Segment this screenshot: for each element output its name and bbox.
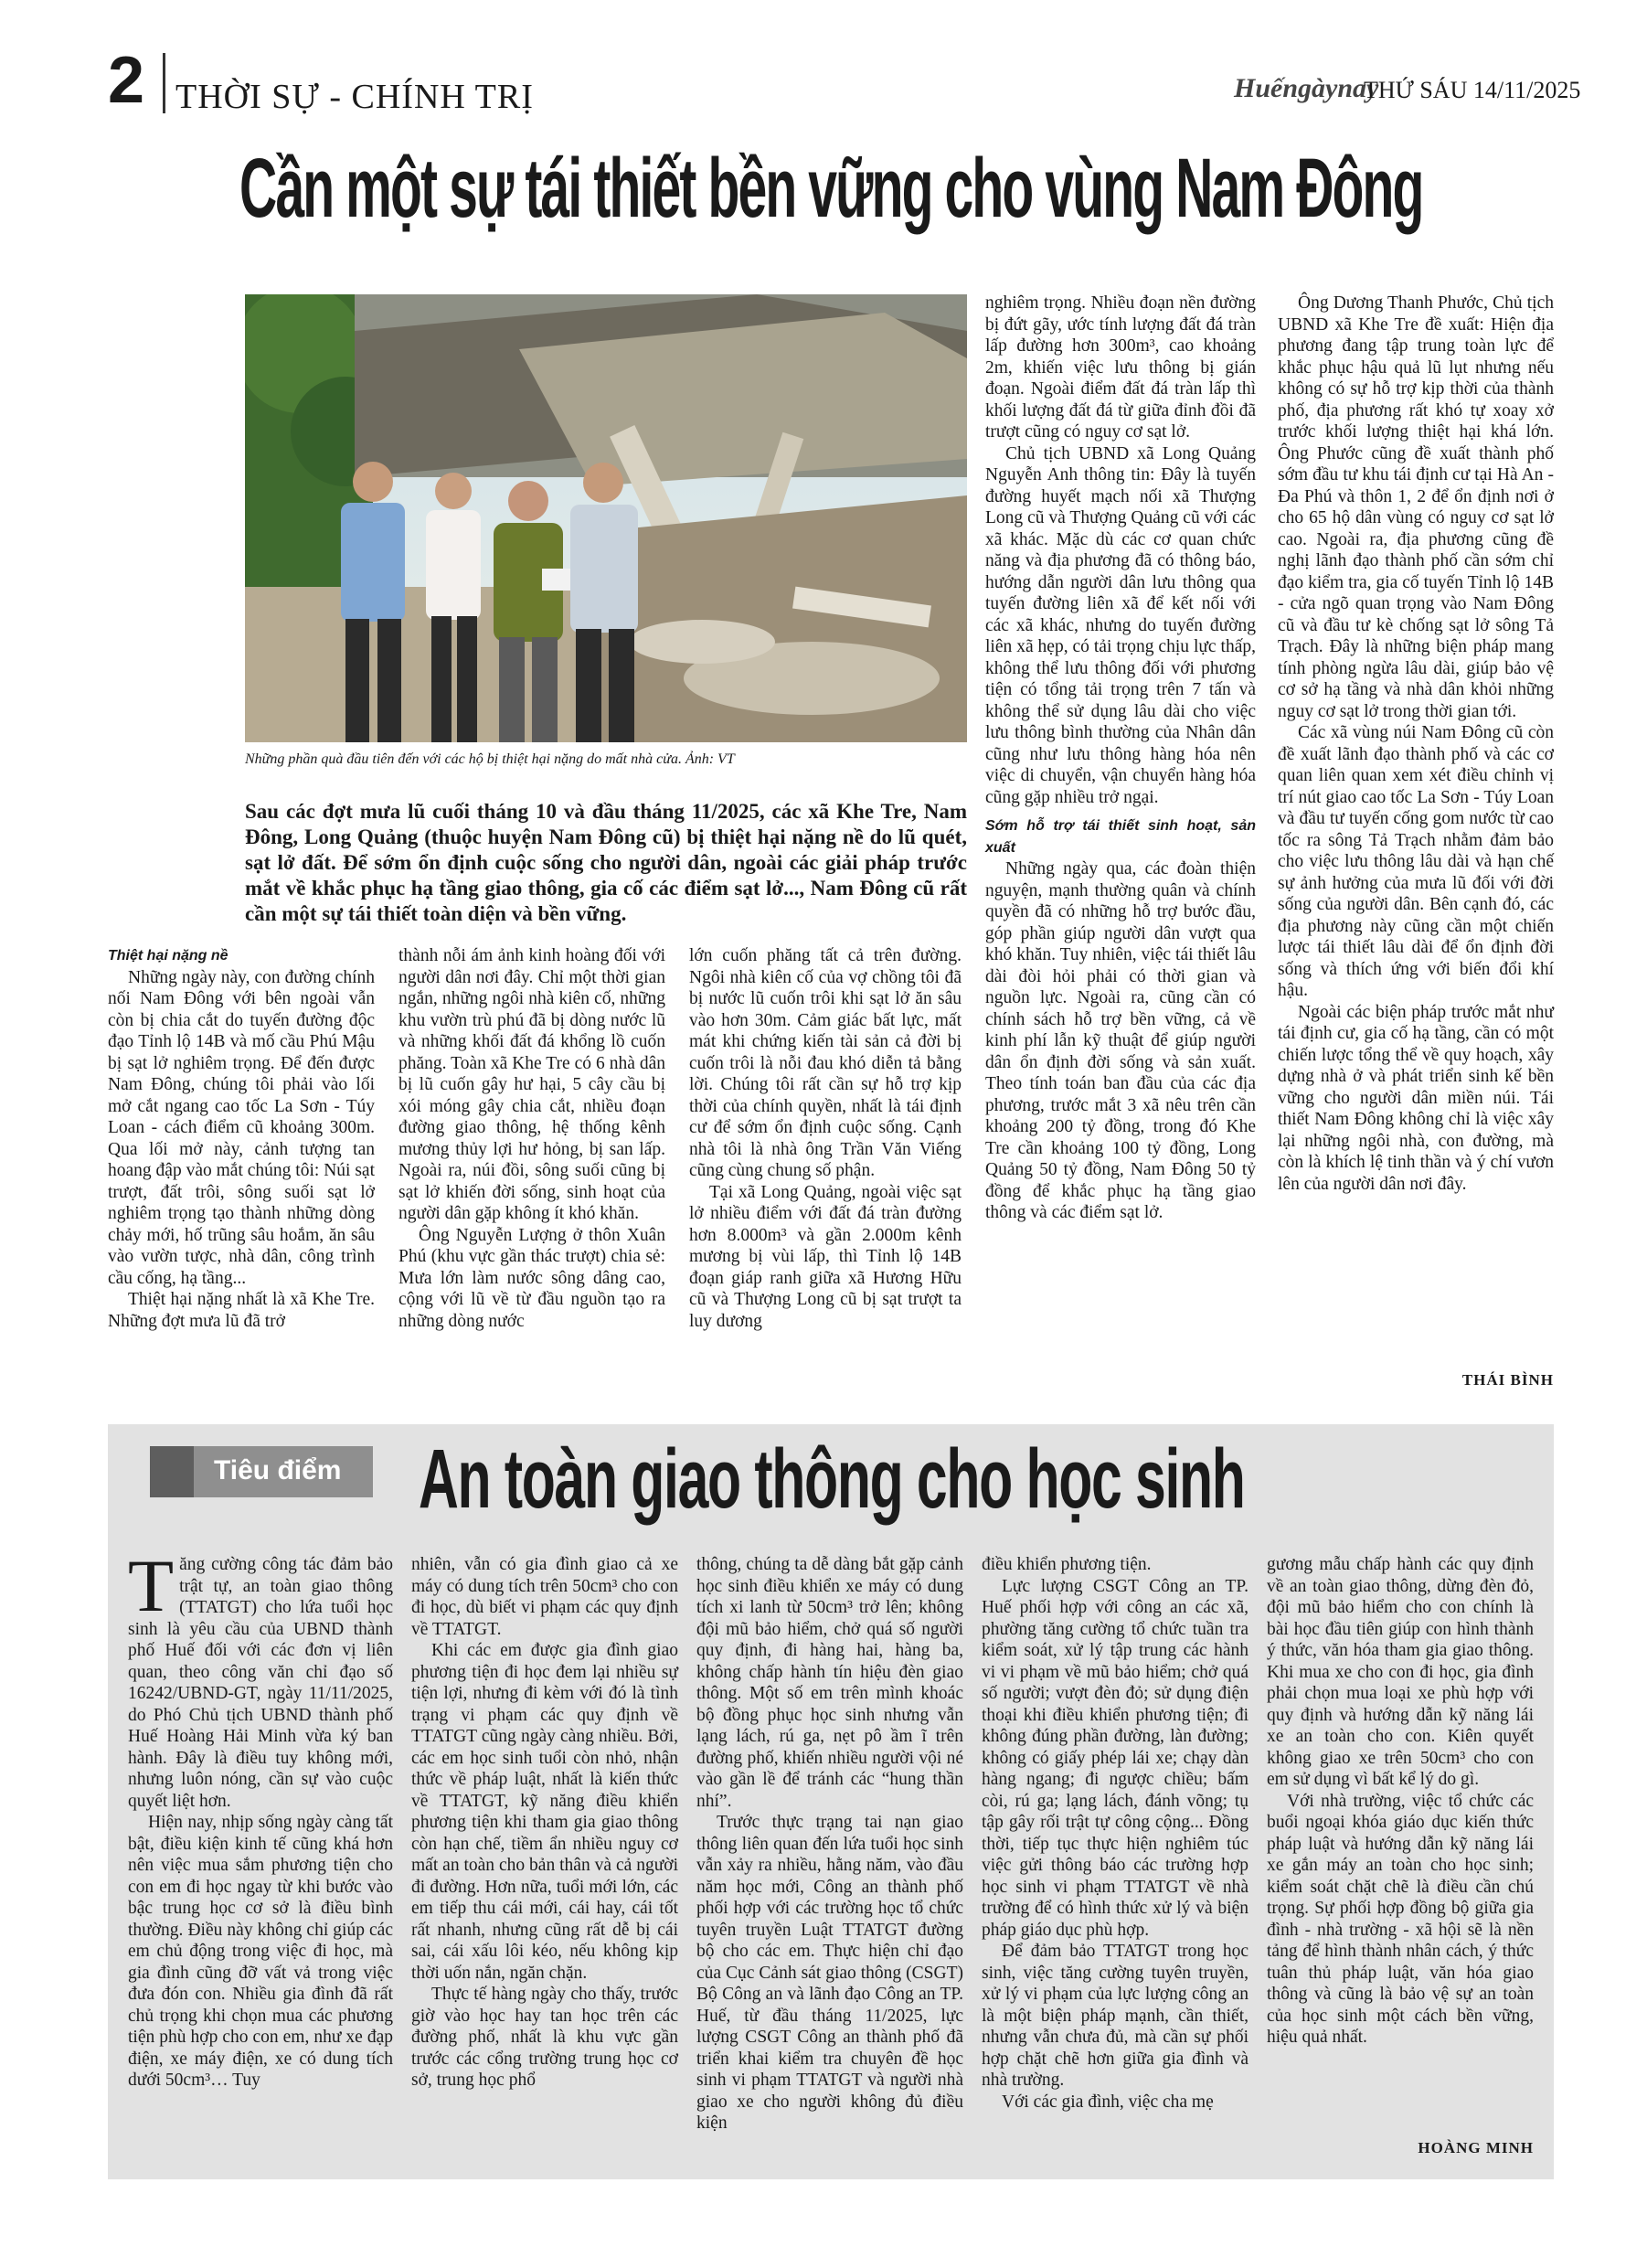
photo-caption: Những phần quà đầu tiên đến với các hộ bị thiệt hại nặng do mất nhà cửa. Ảnh: VT bbox=[245, 751, 735, 767]
paragraph: thành nỗi ám ảnh kinh hoàng đối với người dân nơi đây. Chỉ một thời gian ngắn, những ngôi nhà kiên cố, những khu vườn trù phú đã bị dòng nước lũ và những khối đất đá khổng lồ cuốn phăng. Toàn xã Khe Tre có 6 nhà dân bị lũ cuốn gây hư hại, 5 cây cầu bị xói móng gây chia cắt, nhiều đoạn đường giao thông, hệ thống kênh mương thủy lợi hư hỏng, bị san lấp. Ngoài ra, núi đồi, sông suối cũng bị sạt lở khiến đời sống, sinh hoạt của người dân gặp không ít khó khăn. bbox=[398, 946, 665, 1223]
article2-headline: An toàn giao thông cho học sinh bbox=[419, 1432, 1245, 1526]
article1-column-3 bbox=[689, 945, 962, 1332]
paragraph: Những ngày này, con đường chính nối Nam Đông với bên ngoài vẫn còn bị chia cắt do tuyến đường độc đạo Tỉnh lộ 14B và mố cầu Phú Mậu bị sạt lở nghiêm trọng. Để đến được Nam Đông, chúng tôi phải vào lối mở cắt ngang cao tốc La Sơn - Túy Loan - cách điểm cũ khoảng 300m. Qua lối mở này, cảnh tượng tan hoang đập vào mắt chúng tôi: Núi sạt trượt, đất trôi, sông suối sạt lở nghiêm trọng tạo thành những dòng chảy mới, hố trũng sâu hoắm, ăn sâu vào vườn tược, nhà dân, công trình cầu cống, hạ tầng... bbox=[108, 967, 375, 1288]
paragraph: Tại xã Long Quảng, ngoài việc sạt lở nhiều điểm với đất đá tràn đường hơn 8.000m³ và gần 2.000m kênh mương bị vùi lấp, thì Tỉnh lộ 14B đoạn giáp ranh giữa xã Hương Hữu cũ và Thượng Long cũ bị sạt trượt ta luy dương bbox=[689, 1182, 962, 1331]
section-title: THỜI SỰ - CHÍNH TRỊ bbox=[175, 78, 534, 116]
article2-column-2 bbox=[411, 1554, 678, 2092]
page-number: 2 bbox=[108, 44, 145, 117]
focus-tag-label: Tiêu điểm bbox=[214, 1455, 342, 1485]
header-divider bbox=[163, 53, 165, 113]
paragraph: Khi các em được gia đình giao phương tiện đi học đem lại nhiều sự tiện lợi, nhưng đi kèm với đó là tình trạng vi phạm các quy định về TTATGT cũng ngày càng nhiều. Bởi, các em học sinh tuổi còn nhỏ, nhận thức về pháp luật, nhất là kiến thức về TTATGT, kỹ năng điều khiển phương tiện khi tham gia giao thông còn hạn chế, tiềm ẩn nhiều nguy cơ mất an toàn cho bản thân và cả người đi đường. Hơn nữa, tuổi mới lớn, các em tiếp thu cái mới, cái hay, cái tốt rất nhanh, nhưng cũng rất dễ bị cái sai, cái xấu lôi kéo, nếu không kịp thời uốn nắn, ngăn chặn. bbox=[411, 1641, 678, 1983]
paragraph: Để đảm bảo TTATGT trong học sinh, việc tăng cường tuyên truyền, xử lý vi phạm của lực lượng công an là một biện pháp mạnh, cần thiết, nhưng vẫn chưa đủ, mà cần sự phối hợp chặt chẽ hơn giữa gia đình và nhà trường. bbox=[982, 1942, 1249, 2090]
paragraph: gương mẫu chấp hành các quy định về an toàn giao thông, dừng đèn đỏ, đội mũ bảo hiểm cho con chính là bài học đầu tiên giúp con hình thành ý thức, văn hóa tham gia giao thông. Khi mua xe cho con đi học, gia đình phải chọn mua loại xe phù hợp với quy định và hướng dẫn kỹ năng lái xe an toàn cho con. Kiên quyết không giao xe trên 50cm³ cho con em sử dụng vì bất kể lý do gì. bbox=[1267, 1555, 1534, 1789]
article1-column-5 bbox=[1278, 293, 1554, 1195]
article2-column-4 bbox=[982, 1554, 1249, 2113]
paragraph: lớn cuốn phăng tất cả trên đường. Ngôi nhà kiên cố của vợ chồng tôi đã bị nước lũ cuốn trôi khi sạt lở ăn sâu vào hơn 30m. Cảm giác bất lực, mất mát khi chứng kiến tài sản cả đời bị cuốn trôi là nỗi đau khó diễn tả bằng lời. Chúng tôi rất cần sự hỗ trợ kịp thời của chính quyền, nhất là tái định cư để sớm ổn định cuộc sống. Cạnh nhà tôi là nhà ông Trần Văn Viếng cũng cùng chung số phận. bbox=[689, 946, 962, 1180]
paragraph: Trước thực trạng tai nạn giao thông liên quan đến lứa tuổi học sinh vẫn xảy ra nhiều, hằng năm, vào đầu năm học mới, Công an thành phố phối hợp với các trường học tổ chức tuyên truyền Luật TTATGT đường bộ cho các em. Thực hiện chỉ đạo của Cục Cảnh sát giao thông (CSGT) Bộ Công an và lãnh đạo Công an TP. Huế, từ đầu tháng 11/2025, lực lượng CSGT Công an thành phố đã triển khai kiểm tra chuyên đề học sinh vi phạm TTATGT và người nhà giao xe cho người không đủ điều kiện bbox=[696, 1813, 963, 2133]
article1-byline: THÁI BÌNH bbox=[1461, 1371, 1554, 1389]
paragraph: Thiệt hại nặng nhất là xã Khe Tre. Những đợt mưa lũ đã trở bbox=[108, 1290, 375, 1331]
paragraph: Tăng cường công tác đảm bảo trật tự, an toàn giao thông (TTATGT) cho lứa tuổi học sinh là yêu cầu của UBND thành phố Huế đối với các đơn vị liên quan, theo công văn chỉ đạo số 16242/UBND-GT, ngày 11/11/2025, do Phó Chủ tịch UBND thành phố Huế Hoàng Hải Minh vừa ký ban hành. Đây là điều tuy không mới, nhưng luôn nóng, cần sự vào cuộc quyết liệt hơn. bbox=[128, 1544, 393, 1811]
article1-headline: Cần một sự tái thiết bền vững cho vùng Nam Đông bbox=[239, 142, 1423, 235]
paragraph: nghiêm trọng. Nhiều đoạn nền đường bị đứt gãy, ước tính lượng đất đá tràn lấp đường hơn 300m³, cao khoảng 2m, khiến việc lưu thông bị gián đoạn. Ngoài điểm đất đá tràn lấp thì khối lượng đất đá từ giữa đỉnh đồi đã trượt cũng có nguy cơ sạt lở. bbox=[985, 293, 1256, 442]
drop-cap: T bbox=[128, 1544, 175, 1627]
paragraph: nhiên, vẫn có gia đình giao cả xe máy có dung tích trên 50cm³ cho con đi học, dù biết vi phạm các quy định về TTATGT. bbox=[411, 1555, 678, 1639]
paragraph: điều khiển phương tiện. bbox=[982, 1555, 1152, 1574]
paragraph: Thực tế hàng ngày cho thấy, trước giờ vào học hay tan học trên các đường phố, nhất là khu vực gần trước các cổng trường trung học cơ sở, trung học phổ bbox=[411, 1985, 678, 2090]
article1-column-4 bbox=[985, 293, 1256, 1224]
article2-column-1 bbox=[128, 1544, 393, 2092]
article2-column-3 bbox=[696, 1554, 963, 2135]
paragraph: Với các gia đình, việc cha mẹ bbox=[1002, 2092, 1214, 2112]
article1-photo bbox=[245, 294, 967, 742]
article2-column-5 bbox=[1267, 1554, 1534, 2049]
article1-lead: Sau các đợt mưa lũ cuối tháng 10 và đầu tháng 11/2025, các xã Khe Tre, Nam Đông, Long Quảng (thuộc huyện Nam Đông cũ) bị thiệt hại nặng nề do lũ quét, sạt lở đất. Để sớm ổn định cuộc sống cho người dân, ngoài các giải pháp trước mắt về khắc phục hạ tầng giao thông, gia cố các điểm sạt lở..., Nam Đông cũ rất cần một sự tái thiết toàn diện và bền vững. bbox=[245, 800, 967, 925]
flood-scene-illustration bbox=[245, 294, 967, 742]
paragraph: Các xã vùng núi Nam Đông cũ còn đề xuất lãnh đạo thành phố và các cơ quan liên quan xem xét điều chỉnh vị trí nút giao cao tốc La Sơn - Túy Loan và đầu tư tuyến cống gom nước từ cao tốc ra sông Tả Trạch nhằm đảm bảo cho việc lưu thông lâu dài và hạn chế sự ảnh hưởng của mưa lũ đối với đời sống của người dân. Bên cạnh đó, các địa phương này cũng cần một chiến lược tái thiết lâu dài để ổn định đời sống và thích ứng với biến đổi khí hậu. bbox=[1278, 723, 1554, 1000]
paragraph: Ông Nguyễn Lượng ở thôn Xuân Phú (khu vực gần thác trượt) chia sẻ: Mưa lớn làm nước sông dâng cao, cộng với lũ về từ đầu nguồn tạo ra những dòng nước bbox=[398, 1225, 665, 1331]
subhead-support: Sớm hỗ trợ tái thiết sinh hoạt, sản xuất bbox=[985, 818, 1256, 856]
paragraph: Với nhà trường, việc tổ chức các buổi ngoại khóa giáo dục kiến thức pháp luật và hướng dẫn kỹ năng lái xe gắn máy an toàn cho học sinh; kiểm soát chặt chẽ là điều cần chú trọng. Sự phối hợp đồng bộ giữa gia đình - nhà trường - xã hội sẽ là nền tảng để hình thành nhân cách, ý thức tuân thủ pháp luật, văn hóa giao thông và cũng là bảo vệ sự an toàn của học sinh một cách bền vững, hiệu quả nhất. bbox=[1267, 1791, 1534, 2047]
paragraph: Ông Dương Thanh Phước, Chủ tịch UBND xã Khe Tre đề xuất: Hiện địa phương đang tập trung toàn lực để khắc phục hậu quả lũ lụt nhưng nếu không có sự hỗ trợ kịp thời của thành phố, địa phương rất khó tự xoay xở trước khối lượng thiệt hại khá lớn. Ông Phước cũng đề xuất thành phố sớm đầu tư khu tái định cư tại Hà An - Đa Phú và thôn 1, 2 để ổn định nơi ở cho 65 hộ dân vùng có nguy cơ sạt lở cao. Ngoài ra, địa phương cũng đề nghị lãnh đạo thành phố cần sớm chỉ đạo kiểm tra, gia cố tuyến Tỉnh lộ 14B - cửa ngõ quan trọng vào Nam Đông cũ và đầu tư kè chống sạt lở sông Tả Trạch. Đây là những biện pháp mang tính phòng ngừa lâu dài, giúp bảo vệ cơ sở hạ tầng và nhà dân khỏi những nguy cơ sạt lở trong thời gian tới. bbox=[1278, 293, 1554, 721]
paragraph: Hiện nay, nhịp sống ngày càng tất bật, điều kiện kinh tế cũng khá hơn nên việc mua sắm phương tiện cho con em đi học ngay từ khi bước vào bậc trung học cơ sở là điều bình thường. Điều này không chỉ giúp các em chủ động trong việc đi học, mà gia đình cũng đỡ vất vả trong việc đưa đón con. Nhiều gia đình đã rất chủ trọng khi chọn mua các phương tiện phù hợp cho con em, như xe đạp điện, xe máy điện, xe có dung tích dưới 50cm³… Tuy bbox=[128, 1813, 393, 2090]
article1-column-1 bbox=[108, 945, 375, 1332]
article2-byline: HOÀNG MINH bbox=[1418, 2139, 1534, 2156]
focus-tag-accent bbox=[150, 1446, 194, 1497]
paragraph: Chủ tịch UBND xã Long Quảng Nguyễn Anh thông tin: Đây là tuyến đường huyết mạch nối xã Thượng Long cũ và Thượng Quảng cũ với các xã khác. Mặc dù các cơ quan chức năng và địa phương đã có thông báo, hướng dẫn người dân lưu thông qua tuyến đường liên xã để kết nối với các xã khác, nhưng do tuyến đường liên xã hẹp, có tải trọng chịu lực thấp, không thể lưu thông đối với phương tiện có tổng tải trọng trên 7 tấn và không thể sử dụng lâu dài cho việc lưu thông bình thường của Nhân dân cũng như lưu thông hàng hóa nên việc di chuyển, vận chuyển hàng hóa cũng gặp nhiều trở ngại. bbox=[985, 443, 1256, 807]
article1-column-2 bbox=[398, 945, 665, 1332]
paragraph: Lực lượng CSGT Công an TP. Huế phối hợp với công an các xã, phường tăng cường tổ chức tuần tra kiểm soát, xử lý tập trung các hành vi vi phạm về mũ bảo hiểm; chở quá số người; vượt đèn đỏ; sử dụng điện thoại khi điều khiển phương tiện; đi không đúng phần đường, làn đường; không có giấy phép lái xe; chạy dàn hàng ngang; đi ngược chiều; bấm còi, rú ga; lạng lách, đánh võng; tụ tập gây rối trật tự công cộng... Đồng thời, tiếp tục thực hiện nghiêm túc việc gửi thông báo các trường hợp học sinh vi phạm TTATGT về nhà trường để có hình thức xử lý và biện pháp giáo dục phù hợp. bbox=[982, 1576, 1249, 1940]
masthead-logo: Huếngàynay bbox=[1234, 73, 1379, 103]
paragraph: Những ngày qua, các đoàn thiện nguyện, mạnh thường quân và chính quyền đã có những hỗ trợ bước đầu, góp phần giúp người dân vượt qua khó khăn. Tuy nhiên, việc tái thiết lâu dài đòi hỏi phải có thời gian và nguồn lực. Ngoài ra, cũng cần có chính sách hỗ trợ bền vững, cả về kinh phí lẫn kỹ thuật để giúp người dân ổn định đời sống và sản xuất. Theo tính toán ban đầu của các địa phương, trước mắt 3 xã nêu trên cần khoảng 200 tỷ đồng, trong đó Khe Tre cần khoảng 100 tỷ đồng, Long Quảng 50 tỷ đồng, Nam Đông 50 tỷ đồng để khắc phục hạ tầng giao thông và các điểm sạt lở. bbox=[985, 859, 1256, 1222]
paragraph: Ngoài các biện pháp trước mắt như tái định cư, gia cố hạ tầng, cần có một chiến lược tổng thể về quy hoạch, xây dựng nhà ở và phát triển sinh kế bền vững cho người dân miền núi. Tái thiết Nam Đông không chỉ là việc xây lại những ngôi nhà, con đường, mà còn là khích lệ tinh thần và ý chí vươn lên của người dân nơi đây. bbox=[1278, 1002, 1554, 1194]
paragraph: thông, chúng ta dễ dàng bắt gặp cảnh học sinh điều khiển xe máy có dung tích xi lanh từ 50cm³ trở lên; không đội mũ bảo hiểm, chở quá số người quy định, đi hàng hai, hàng ba, không chấp hành tín hiệu đèn giao thông. Một số em trên mình khoác bộ đồng phục học sinh nhưng vẫn lạng lách, rú ga, nẹt pô ầm ĩ trên đường phố, khiến nhiều người vội né vào gần lề để tránh các “hung thần nhí”. bbox=[696, 1555, 963, 1811]
subhead-damage: Thiệt hại nặng nề bbox=[108, 948, 228, 964]
issue-date: THỨ SÁU 14/11/2025 bbox=[1364, 77, 1581, 103]
